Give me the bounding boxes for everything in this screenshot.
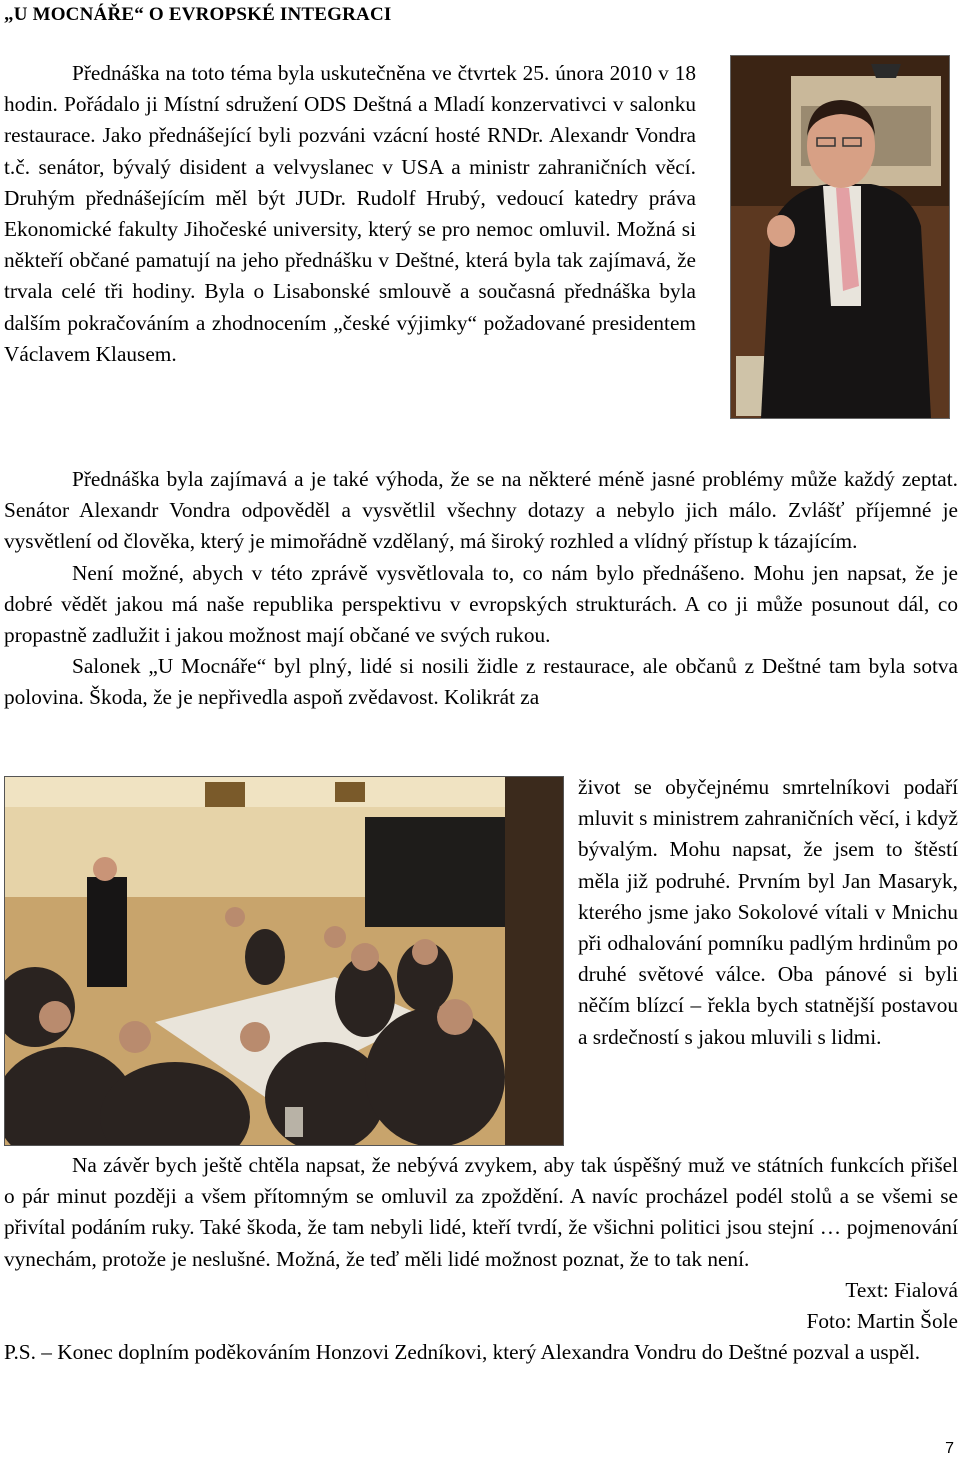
paragraph-4b-text: život se obyčejnému smrtelníkovi podaří mluvit s ministrem zahraničních věcí, i když bývalým. Mohu napsat, že jsem to štěstí měla již podruhé. Prvním byl Jan Masaryk, kterého jsme jako Sokolové vítali v Mnichu při odhalování pomníku padlým hrdinům po druhé světové válce. Oba pánové si byli něčím blízcí – řekla bych statnější postavou a srdečností s jakou mluvili s lidmi.	[578, 775, 958, 1049]
paragraph-1-text: Přednáška na toto téma byla uskutečněna ve čtvrtek 25. února 2010 v 18 hodin. Pořádalo ji Místní sdružení ODS Deštná a Mladí konzervativci v salonku restaurace. Jako přednášející byli pozváni vzácní hosté RNDr. Alexandr Vondra t.č. senátor, bývalý disident a velvyslanec v USA a ministr zahraničních věcí. Druhým přednášejícím měl být JUDr. Rudolf Hrubý, vedoucí katedry práva Ekonomické fakulty Jihočeské university, který se pro nemoc omluvil. Možná si někteří občané pamatují na jeho přednášku v Deštné, která byla tak zajímavá, že trvala celé tři hodiny. Byla o Lisabonské smlouvě a současná přednáška byla dalším pokračováním a zhodnocením „české výjimky“ požadované presidentem Václavem Klausem.	[4, 61, 696, 366]
page-number: 7	[945, 1440, 954, 1457]
speaker-photo	[730, 55, 950, 419]
paragraph-4a-text: Salonek „U Mocnáře“ byl plný, lidé si nosili židle z restaurace, ale občanů z Deštné tam byla sotva polovina. Škoda, že je nepřivedla aspoň zvědavost. Kolikrát za	[4, 654, 958, 710]
paragraph-3-text: Není možné, abych v této zprávě vysvětlovala to, co nám bylo přednášeno. Mohu jen napsat, že je dobré vědět jakou má naše republika perspektivu v evropských strukturách. A co ji může posunout dál, co propastně zadlužit i jakou možnost mají občané ve svých rukou.	[4, 560, 958, 648]
article-title: „U MOCNÁŘE“ O EVROPSKÉ INTEGRACI	[4, 4, 392, 25]
article-paragraph-1	[4, 58, 696, 370]
audience-photo	[4, 776, 564, 1146]
photo-credit: Foto: Martin Šole	[806, 1309, 958, 1334]
article-body-end	[4, 1150, 958, 1368]
article-paragraph-4-continued	[578, 772, 958, 1053]
text-credit: Text: Fialová	[845, 1277, 958, 1302]
article-body-middle	[4, 464, 958, 714]
paragraph-2-text: Přednáška byla zajímavá a je také výhoda, že se na některé méně jasné problémy může každý zeptat. Senátor Alexandr Vondra odpověděl a vysvětlil všechny dotazy a nebylo jich málo. Zvlášť příjemné je vysvětlení od člověka, který je mimořádně vzdělaný, má široký rozhled a vlídný přístup k tázajícím.	[4, 467, 958, 554]
paragraph-5-text: Na závěr bych ještě chtěla napsat, že nebývá zvykem, aby tak úspěšný muž ve státních funkcích přišel o pár minut později a všem přítomným se omluvil za zpoždění. A navíc procházel podél stolů a se všemi se přivítal podáním ruky. Také škoda, že tam nebyli lidé, kteří tvrdí, že všichni politici jsou stejní … pojmenování vynechám, protože je neslušné. Možná, že teď měli lidé možnost poznat, že to tak není.	[4, 1153, 958, 1271]
postscript-text: P.S. – Konec doplním poděkováním Honzovi Zedníkovi, který Alexandra Vondru do Deštné pozval a uspěl.	[4, 1340, 921, 1365]
